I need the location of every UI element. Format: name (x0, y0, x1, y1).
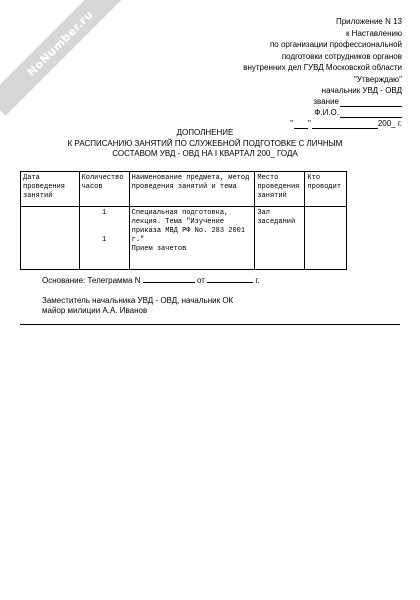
rank-blank (340, 97, 402, 107)
year-label: 200_ г. (377, 119, 402, 128)
hours-value: 1 (102, 236, 107, 244)
cell-subject (129, 207, 255, 270)
cell-hours (79, 207, 129, 270)
title-line-1: ДОПОЛНЕНИЕ (176, 128, 234, 137)
name-label: Ф.И.О. (314, 108, 339, 117)
appendix-line: Приложение N 13 (335, 17, 402, 26)
telegram-number-blank (143, 274, 195, 283)
hours-value: 1 (102, 209, 107, 217)
schedule-table (20, 171, 347, 270)
approver-position: начальник УВД - ОВД (321, 86, 402, 95)
telegram-date-blank (207, 274, 253, 283)
document-title (20, 128, 390, 160)
basis-label: Основание: Телеграмма N (42, 276, 141, 285)
date-close-quote: " (307, 119, 311, 128)
header-date: Дата проведения занятий (21, 172, 80, 207)
basis-year-suffix: г. (255, 276, 260, 285)
header-hours: Количество часов (79, 172, 129, 207)
appendix-line: по организации профессиональной (269, 40, 402, 49)
basis-line (42, 274, 260, 285)
name-blank (340, 108, 402, 118)
cell-place: Зал заседаний (255, 207, 305, 270)
table-row (21, 207, 347, 270)
header-place: Место проведения занятий (255, 172, 305, 207)
subject-text-2: Прием зачетов (131, 245, 187, 253)
date-open-quote: " (290, 119, 293, 128)
basis-from: от (196, 276, 205, 285)
rank-line (290, 96, 402, 107)
cell-date (21, 207, 80, 270)
subject-text: Специальная подготовка, лекция. Тема "Изучение приказа МВД РФ No. 283 2001 г." (131, 209, 246, 244)
signer-block (42, 296, 233, 316)
appendix-line: подготовки сотрудников органов (281, 51, 402, 61)
table-header-row (21, 172, 347, 207)
header-subject: Наименование предмета, метод проведения занятий и тема (129, 172, 255, 207)
appendix-header (243, 16, 402, 74)
watermark-banner (0, 0, 133, 116)
watermark-text: NoNumber.ru (24, 7, 96, 79)
rank-label: звание (313, 97, 339, 106)
appendix-line: к Наставлению (345, 28, 402, 38)
approval-block (290, 74, 402, 129)
title-line-3: СОСТАВОМ УВД - ОВД НА I КВАРТАЛ 200_ ГОДА (112, 149, 298, 158)
header-who: Кто проводит (305, 172, 347, 207)
divider (20, 324, 400, 325)
signer-name: майор милиции А.А. Иванов (42, 306, 148, 315)
approve-label: "Утверждаю" (354, 75, 402, 84)
title-line-2: К РАСПИСАНИЮ ЗАНЯТИЙ ПО СЛУЖЕБНОЙ ПОДГОТОВКЕ С ЛИЧНЫМ (67, 138, 343, 148)
signer-position: Заместитель начальника УВД - ОВД, начальник ОК (42, 296, 234, 305)
appendix-line: внутренних дел ГУВД Московской области (243, 63, 402, 72)
name-line (290, 107, 402, 118)
cell-who (305, 207, 347, 270)
